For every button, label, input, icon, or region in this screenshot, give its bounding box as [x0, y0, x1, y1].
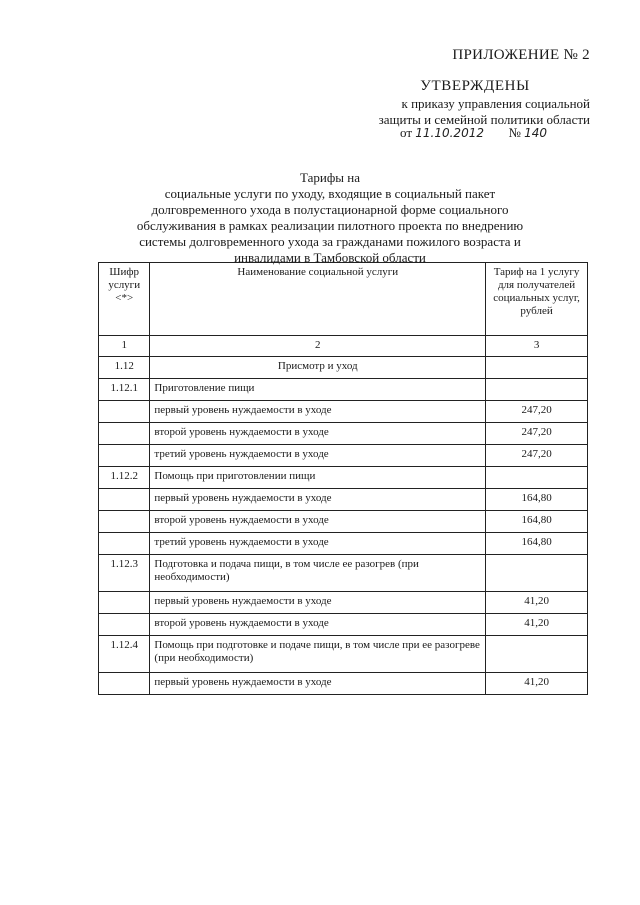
- order-number: 140: [524, 126, 548, 140]
- order-reference: [330, 96, 590, 128]
- service-name: Помощь при приготовлении пищи: [150, 467, 486, 489]
- table-row: [99, 555, 588, 592]
- service-name: Присмотр и уход: [150, 357, 486, 379]
- service-name: третий уровень нуждаемости в уходе: [150, 445, 486, 467]
- table-row: [99, 467, 588, 489]
- service-code: [99, 401, 150, 423]
- column-number: 1: [99, 336, 150, 357]
- tariff-value: 247,20: [486, 401, 588, 423]
- column-number-row: [99, 336, 588, 357]
- service-name: второй уровень нуждаемости в уходе: [150, 511, 486, 533]
- service-code: 1.12.3: [99, 555, 150, 592]
- table-row: [99, 614, 588, 636]
- table-row: [99, 673, 588, 695]
- tariff-value: [486, 357, 588, 379]
- tariff-table: [98, 262, 588, 695]
- table-row: [99, 489, 588, 511]
- service-name: первый уровень нуждаемости в уходе: [150, 401, 486, 423]
- table-row: [99, 511, 588, 533]
- appendix-label: ПРИЛОЖЕНИЕ № 2: [452, 47, 590, 63]
- service-name: Приготовление пищи: [150, 379, 486, 401]
- tariff-value: 41,20: [486, 673, 588, 695]
- tariff-value: 41,20: [486, 614, 588, 636]
- tariff-value: 247,20: [486, 445, 588, 467]
- service-code: [99, 445, 150, 467]
- tariff-value: [486, 467, 588, 489]
- table-row: [99, 636, 588, 673]
- service-name: третий уровень нуждаемости в уходе: [150, 533, 486, 555]
- approved-label: УТВЕРЖДЕНЫ: [420, 78, 530, 94]
- service-code: [99, 533, 150, 555]
- tariff-value: [486, 379, 588, 401]
- order-date: 11.10.2012: [415, 126, 484, 140]
- tariff-value: 164,80: [486, 533, 588, 555]
- document-title: [130, 170, 530, 266]
- service-code: [99, 592, 150, 614]
- service-name: второй уровень нуждаемости в уходе: [150, 614, 486, 636]
- service-name: второй уровень нуждаемости в уходе: [150, 423, 486, 445]
- column-header-tariff: Тариф на 1 услугу для получателей социальных услуг, рублей: [486, 263, 588, 336]
- number-prefix: №: [508, 125, 521, 140]
- service-code: [99, 423, 150, 445]
- service-code: 1.12.2: [99, 467, 150, 489]
- service-name: Помощь при подготовке и подаче пищи, в том числе при ее разогреве (при необходимости): [150, 636, 486, 673]
- service-code: 1.12.4: [99, 636, 150, 673]
- column-number: 3: [486, 336, 588, 357]
- column-number: 2: [150, 336, 486, 357]
- date-prefix: от: [400, 125, 413, 140]
- table-row: [99, 592, 588, 614]
- service-name: первый уровень нуждаемости в уходе: [150, 673, 486, 695]
- order-line-1: к приказу управления социальной: [401, 96, 590, 111]
- service-code: [99, 489, 150, 511]
- tariff-value: 164,80: [486, 489, 588, 511]
- table-row: [99, 423, 588, 445]
- service-code: 1.12: [99, 357, 150, 379]
- service-code: [99, 511, 150, 533]
- service-code: [99, 673, 150, 695]
- tariff-value: [486, 636, 588, 673]
- tariff-value: 164,80: [486, 511, 588, 533]
- tariff-value: [486, 555, 588, 592]
- service-name: первый уровень нуждаемости в уходе: [150, 592, 486, 614]
- table-row: [99, 445, 588, 467]
- table-row: [99, 401, 588, 423]
- table-row: [99, 379, 588, 401]
- service-name: первый уровень нуждаемости в уходе: [150, 489, 486, 511]
- service-code: [99, 614, 150, 636]
- tariff-value: 247,20: [486, 423, 588, 445]
- table-header-row: [99, 263, 588, 336]
- order-date-number: [400, 125, 590, 141]
- column-header-code: Шифр услуги <*>: [99, 263, 150, 336]
- title-line-1: Тарифы на: [300, 170, 360, 185]
- service-code: 1.12.1: [99, 379, 150, 401]
- table-row: [99, 533, 588, 555]
- table-row: [99, 357, 588, 379]
- column-header-name: Наименование социальной услуги: [150, 263, 486, 336]
- tariff-value: 41,20: [486, 592, 588, 614]
- service-name: Подготовка и подача пищи, в том числе ее разогрев (при необходимости): [150, 555, 486, 592]
- order-line-2: защиты и семейной политики области: [378, 112, 590, 127]
- title-line-2: социальные услуги по уходу, входящие в социальный пакет долговременного ухода в полустационарной форме социального обслуживания в рамках реализации пилотного проекта по внедрению системы долговременного ухода за гражданами пожилого возраста и инвалидами в Тамбовской области: [136, 186, 524, 265]
